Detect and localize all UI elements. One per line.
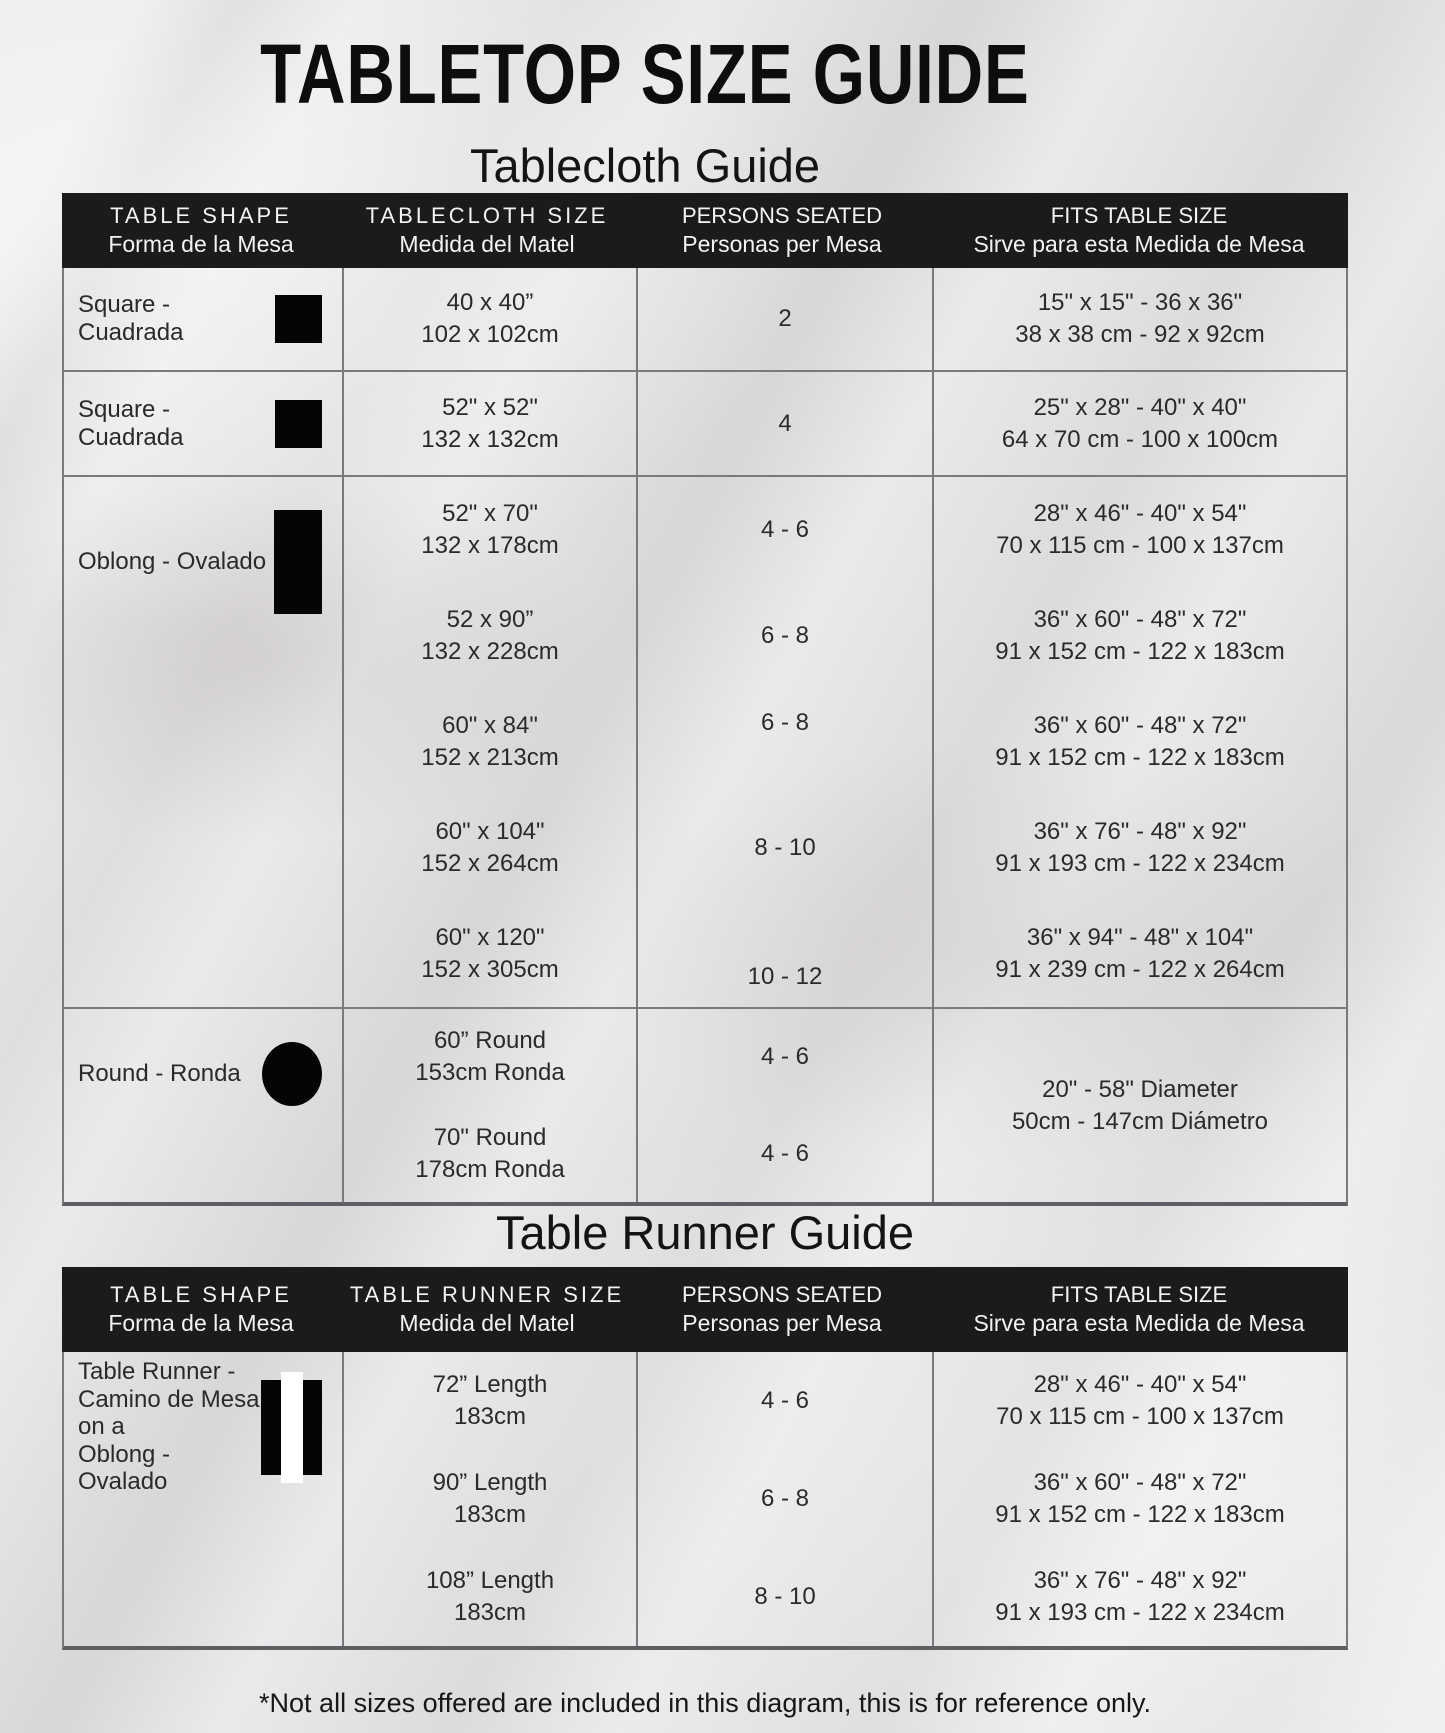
shape-label: Oblong - Ovalado	[78, 548, 267, 576]
fits-cell: 28" x 46" - 40" x 54" 70 x 115 cm - 100 x 137cm 36" x 60" - 48" x 72" 91 x 152 cm - 122 x 183cm 36" x 76" - 48" x 92" 91 x 193 cm - 122 x 234cm	[932, 1352, 1346, 1646]
shape-label: Square - Cuadrada	[78, 291, 184, 346]
header-cell-persons-seated: PERSONS SEATED Personas per Mesa	[681, 203, 883, 257]
shape-cell	[64, 372, 342, 475]
footnote: *Not all sizes offered are included in this diagram, this is for reference only.	[259, 1688, 1151, 1718]
shape-cell	[64, 477, 342, 1007]
header-cell-table-shape: TABLE SHAPE Forma de la Mesa	[108, 203, 294, 257]
tablecloth-guide-title: Tablecloth Guide	[469, 139, 821, 192]
table-section-runner	[64, 1352, 1346, 1646]
shape-cell	[64, 1352, 342, 1646]
table-section-round	[64, 1007, 1346, 1202]
size-cell: 40 x 40” 102 x 102cm	[342, 268, 636, 370]
tablecloth-table	[62, 193, 1348, 1206]
square-icon	[275, 295, 322, 343]
circle-icon	[262, 1042, 322, 1106]
persons-cell: 4 - 6 4 - 6	[636, 1009, 932, 1202]
table-section-oblong	[64, 475, 1346, 1007]
table-row	[64, 370, 1346, 475]
shape-cell	[64, 1009, 342, 1202]
shape-label: Table Runner - Camino de Mesa on a Oblong - Ovalado	[78, 1358, 260, 1496]
fits-cell: 25" x 28" - 40" x 40" 64 x 70 cm - 100 x 100cm	[932, 372, 1346, 475]
fits-cell-merged: 20" - 58" Diameter 50cm - 147cm Diámetro	[932, 1009, 1346, 1202]
square-icon	[275, 400, 322, 448]
persons-cell: 4	[636, 372, 932, 475]
shape-cell	[64, 268, 342, 370]
table-row	[64, 268, 1346, 370]
table-runner-guide-title: Table Runner Guide	[495, 1206, 915, 1259]
page-title: TABLETOP SIZE GUIDE	[260, 27, 1030, 121]
size-cell: 60” Round 153cm Ronda 70" Round 178cm Ronda	[342, 1009, 636, 1202]
table-runner-icon	[261, 1380, 322, 1475]
shape-label: Square - Cuadrada	[78, 395, 184, 451]
persons-cell: 2	[636, 268, 932, 370]
shape-label: Round - Ronda	[78, 1060, 241, 1088]
fits-cell: 15" x 15" - 36 x 36" 38 x 38 cm - 92 x 92cm	[932, 268, 1346, 370]
header-cell-table-shape: TABLE SHAPE Forma de la Mesa	[108, 1282, 294, 1336]
header-cell-fits-table-size: FITS TABLE SIZE Sirve para esta Medida de Mesa	[973, 1282, 1305, 1336]
persons-cell: 4 - 6 6 - 8 8 - 10	[636, 1352, 932, 1646]
header-cell-persons-seated: PERSONS SEATED Personas per Mesa	[681, 1282, 883, 1336]
header-cell-fits-table-size: FITS TABLE SIZE Sirve para esta Medida de Mesa	[973, 203, 1305, 257]
table-runner-table	[62, 1267, 1348, 1650]
size-cell: 52" x 70" 132 x 178cm 52 x 90” 132 x 228cm 60" x 84" 152 x 213cm 60" x 104" 152 x 264cm 60" x 120" 152 x 305cm	[342, 477, 636, 1007]
header-cell-table-runner-size: TABLE RUNNER SIZE Medida del Matel	[349, 1282, 625, 1336]
runner-table-header	[62, 1267, 1348, 1352]
size-cell: 72” Length 183cm 90” Length 183cm 108” Length 183cm	[342, 1352, 636, 1646]
persons-cell: 4 - 6 6 - 8 6 - 8 8 - 10 10 - 12	[636, 477, 932, 1007]
runner-stripe	[281, 1372, 303, 1483]
oblong-icon	[274, 510, 322, 614]
fits-cell: 28" x 46" - 40" x 54" 70 x 115 cm - 100 x 137cm 36" x 60" - 48" x 72" 91 x 152 cm - 122 x 183cm 36" x 60" - 48" x 72" 91 x 152 cm - 122 x 183cm 36" x 76" - 48" x 92" 91 x 193 cm - 122 x 234cm 36" x 94" - 48" x 104" 91 x 239 cm - 122 x 264cm	[932, 477, 1346, 1007]
header-cell-tablecloth-size: TABLECLOTH SIZE Medida del Matel	[365, 203, 609, 257]
size-cell: 52" x 52" 132 x 132cm	[342, 372, 636, 475]
tablecloth-table-header	[62, 193, 1348, 268]
